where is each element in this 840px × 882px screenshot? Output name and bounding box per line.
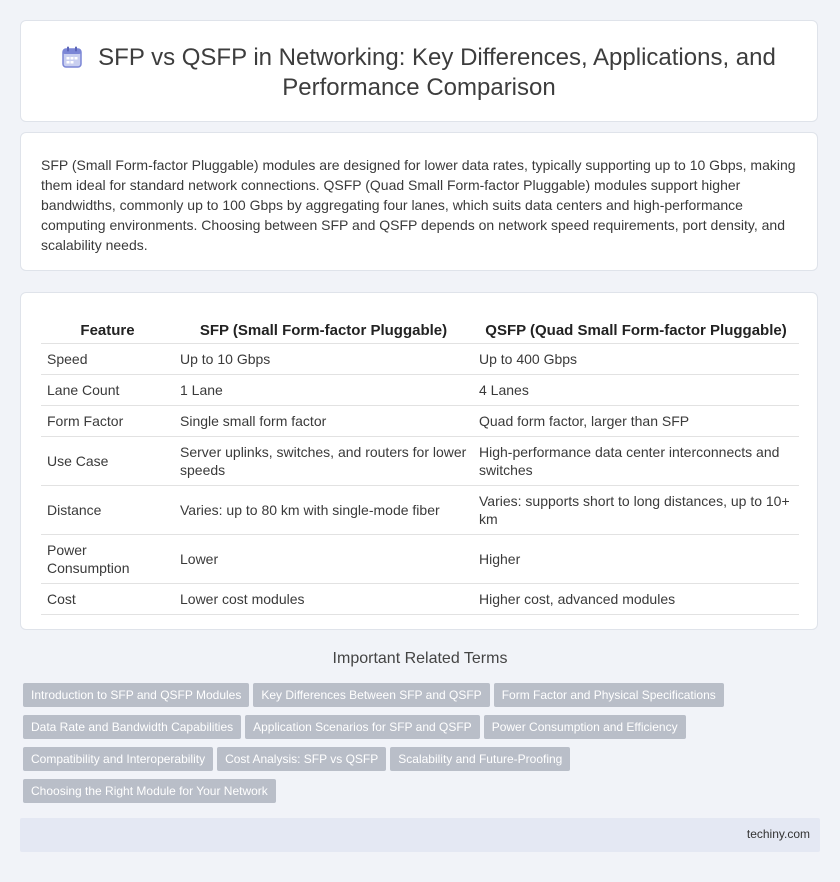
feature-cell: Cost (41, 584, 174, 615)
related-terms-heading: Important Related Terms (332, 650, 508, 667)
qsfp-cell: Up to 400 Gbps (473, 344, 799, 375)
qsfp-cell: Higher cost, advanced modules (473, 584, 799, 615)
feature-cell: Power Consumption (41, 535, 174, 584)
related-term-tag[interactable]: Form Factor and Physical Specifications (494, 683, 724, 707)
table-row (41, 486, 799, 535)
related-term-tag[interactable]: Data Rate and Bandwidth Capabilities (23, 715, 241, 739)
sfp-cell: Server uplinks, switches, and routers for lower speeds (174, 437, 473, 486)
qsfp-cell: Higher (473, 535, 799, 584)
feature-cell: Distance (41, 486, 174, 535)
qsfp-cell: High-performance data center interconnects and switches (473, 437, 799, 486)
qsfp-cell: 4 Lanes (473, 375, 799, 406)
sfp-cell: Up to 10 Gbps (174, 344, 473, 375)
qsfp-cell: Quad form factor, larger than SFP (473, 406, 799, 437)
feature-cell: Speed (41, 344, 174, 375)
sfp-cell: 1 Lane (174, 375, 473, 406)
page-title-text: SFP vs QSFP in Networking: Key Differences, Applications, and Performance Comparison (98, 44, 776, 101)
calendar-icon (62, 46, 82, 68)
table-row (41, 375, 799, 406)
related-term-tag[interactable]: Choosing the Right Module for Your Network (23, 779, 276, 803)
table-row (41, 437, 799, 486)
sfp-cell: Varies: up to 80 km with single-mode fiber (174, 486, 473, 535)
comparison-card (20, 292, 818, 630)
related-term-tag[interactable]: Compatibility and Interoperability (23, 747, 213, 771)
intro-card (20, 132, 818, 271)
intro-paragraph: SFP (Small Form-factor Pluggable) modules are designed for lower data rates, typically supporting up to 10 Gbps, making them ideal for standard network connections. QSFP (Quad Small Form-factor Pluggable) modules support higher bandwidths, commonly up to 100 Gbps by aggregating four lanes, which suits data centers and high-performance computing environments. Choosing between SFP and QSFP depends on network speed requirements, port density, and scalability needs. (41, 157, 796, 253)
comparison-table (41, 313, 799, 615)
header-qsfp: QSFP (Quad Small Form-factor Pluggable) (473, 313, 799, 344)
table-row (41, 535, 799, 584)
table-row (41, 584, 799, 615)
footer (20, 818, 820, 852)
feature-cell: Form Factor (41, 406, 174, 437)
feature-cell: Use Case (41, 437, 174, 486)
footer-site-link[interactable]: techiny.com (746, 827, 810, 841)
related-terms-list (23, 683, 823, 811)
table-row (41, 344, 799, 375)
header-feature: Feature (41, 313, 174, 344)
page-title (21, 43, 817, 103)
header-sfp: SFP (Small Form-factor Pluggable) (174, 313, 473, 344)
related-term-tag[interactable]: Application Scenarios for SFP and QSFP (245, 715, 480, 739)
related-term-tag[interactable]: Scalability and Future-Proofing (390, 747, 570, 771)
sfp-cell: Lower cost modules (174, 584, 473, 615)
table-row (41, 406, 799, 437)
qsfp-cell: Varies: supports short to long distances, up to 10+ km (473, 486, 799, 535)
related-term-tag[interactable]: Power Consumption and Efficiency (484, 715, 686, 739)
title-card (20, 20, 818, 122)
table-header-row (41, 313, 799, 344)
sfp-cell: Lower (174, 535, 473, 584)
related-term-tag[interactable]: Introduction to SFP and QSFP Modules (23, 683, 249, 707)
sfp-cell: Single small form factor (174, 406, 473, 437)
feature-cell: Lane Count (41, 375, 174, 406)
related-term-tag[interactable]: Cost Analysis: SFP vs QSFP (217, 747, 386, 771)
related-term-tag[interactable]: Key Differences Between SFP and QSFP (253, 683, 489, 707)
